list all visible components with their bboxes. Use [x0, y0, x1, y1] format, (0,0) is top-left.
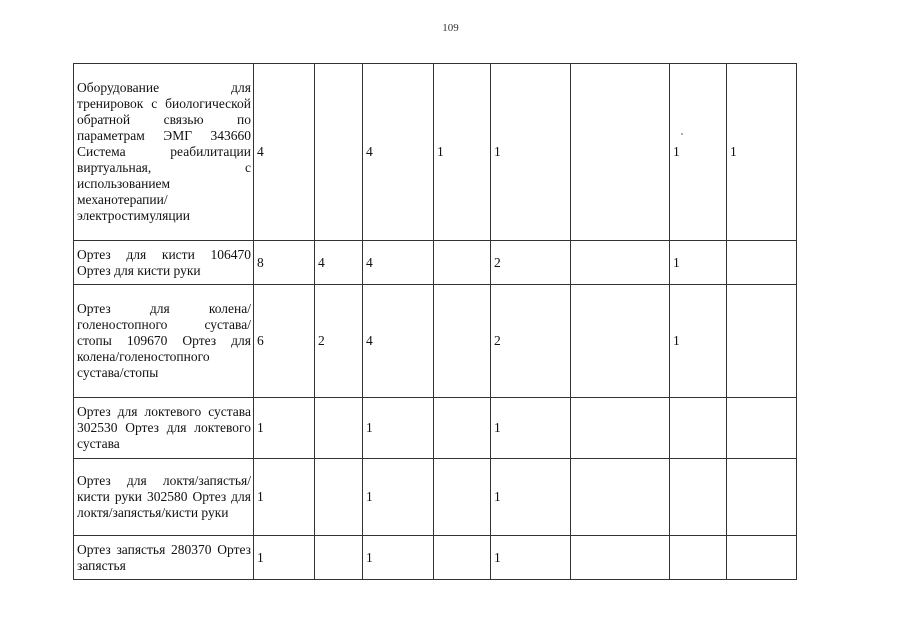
- value-cell: 1: [254, 398, 315, 459]
- value-cell: 4: [254, 64, 315, 241]
- table-row: [74, 241, 797, 285]
- page-number: 109: [442, 22, 459, 34]
- value-cell: [727, 241, 797, 285]
- value-cell: [571, 64, 670, 241]
- row-description: Ортез запястья 280370 Ортез запястья: [74, 536, 254, 580]
- value-cell: [434, 536, 491, 580]
- value-cell: 1: [727, 64, 797, 241]
- value-cell: 1: [491, 536, 571, 580]
- value-cell: [315, 536, 363, 580]
- value-cell: 1: [434, 64, 491, 241]
- value-cell: [727, 398, 797, 459]
- value-cell: [571, 398, 670, 459]
- value-cell: 6: [254, 285, 315, 398]
- value-cell: [727, 536, 797, 580]
- value-cell: [571, 459, 670, 536]
- value-cell: 4: [363, 241, 434, 285]
- value-cell: 1: [491, 64, 571, 241]
- value-cell: 1: [363, 398, 434, 459]
- value-cell: 1: [670, 241, 727, 285]
- value-cell: 2: [315, 285, 363, 398]
- row-description: Ортез для кисти 106470 Ортез для кисти руки: [74, 241, 254, 285]
- table-row: [74, 64, 797, 241]
- value-cell: [315, 398, 363, 459]
- table-row: [74, 536, 797, 580]
- value-cell: [571, 536, 670, 580]
- value-cell: 1: [670, 285, 727, 398]
- value-cell: 2: [491, 285, 571, 398]
- value-cell: [315, 64, 363, 241]
- value-cell: [571, 241, 670, 285]
- value-cell: [727, 285, 797, 398]
- value-cell: 1: [363, 536, 434, 580]
- value-cell: [434, 241, 491, 285]
- value-cell: 2: [491, 241, 571, 285]
- row-description: Ортез для локтевого сустава 302530 Ортез для локтевого сустава: [74, 398, 254, 459]
- value-cell: [434, 459, 491, 536]
- value-cell: 1: [254, 459, 315, 536]
- value-cell: 4: [363, 64, 434, 241]
- value-cell: [727, 459, 797, 536]
- value-cell: 1: [254, 536, 315, 580]
- value-cell: [670, 459, 727, 536]
- value-cell: [571, 285, 670, 398]
- table-row: [74, 398, 797, 459]
- row-description: Оборудование для тренировок с биологической обратной связью по параметрам ЭМГ 343660 Система реабилитации виртуальная, с использованием механотерапии/электростимуляции: [74, 64, 254, 241]
- value-cell: 1: [491, 459, 571, 536]
- value-cell: [315, 459, 363, 536]
- value-cell: 4: [315, 241, 363, 285]
- value-cell: [670, 536, 727, 580]
- value-cell: [670, 398, 727, 459]
- row-description: Ортез для колена/голеностопного сустава/стопы 109670 Ортез для колена/голеностопного сустава/стопы: [74, 285, 254, 398]
- value-cell: 1: [363, 459, 434, 536]
- equipment-table: [73, 63, 797, 580]
- row-description: Ортез для локтя/запястья/кисти руки 302580 Ортез для локтя/запястья/кисти руки: [74, 459, 254, 536]
- value-cell: 1: [491, 398, 571, 459]
- table-row: [74, 285, 797, 398]
- value-cell: 4: [363, 285, 434, 398]
- table-row: [74, 459, 797, 536]
- value-cell: 1: [670, 64, 727, 241]
- value-cell: [434, 398, 491, 459]
- value-cell: [434, 285, 491, 398]
- value-cell: 8: [254, 241, 315, 285]
